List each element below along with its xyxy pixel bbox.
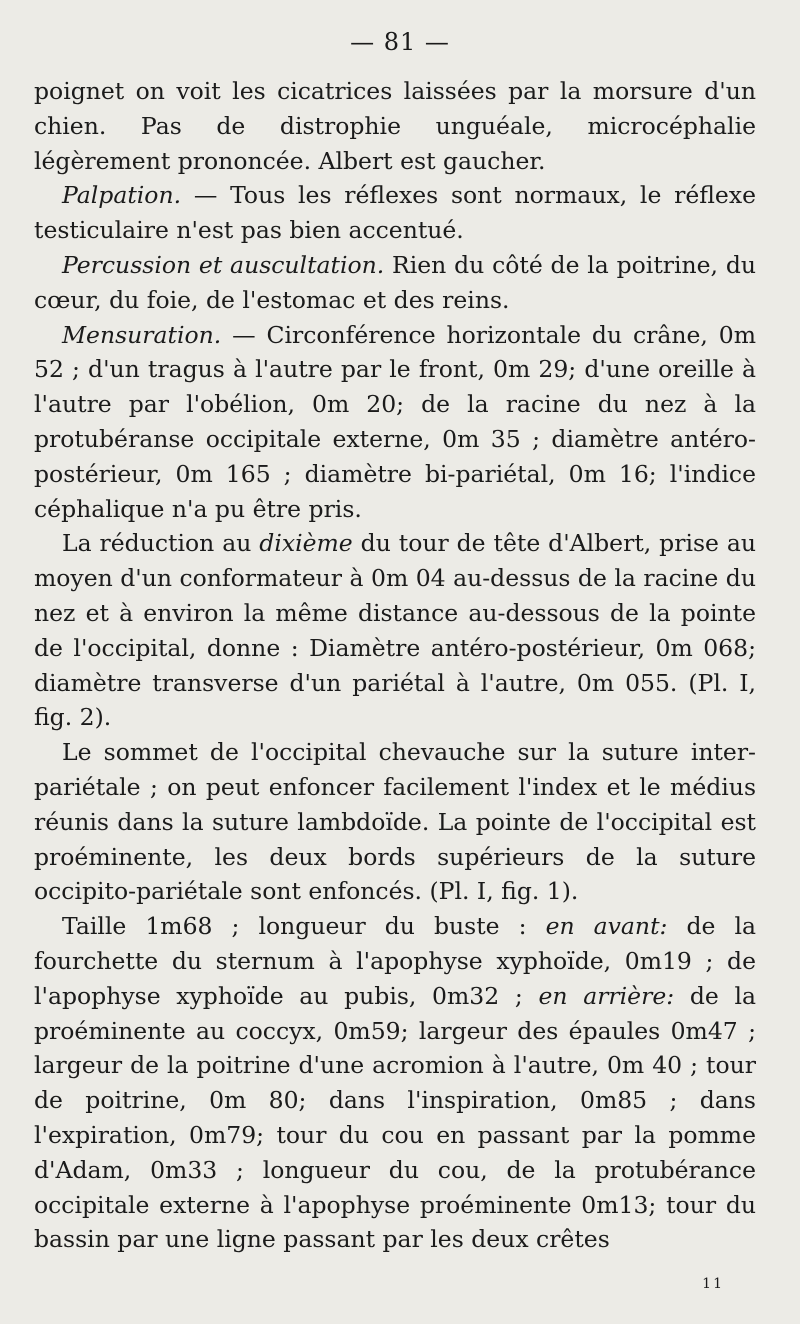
page-number: — 81 — — [350, 28, 450, 56]
paragraph-text: — Tous les réflexes sont normaux, le réflexe testiculaire n'est pas bien accentué. — [34, 181, 756, 245]
section-label-palpation: Palpation. — [62, 181, 182, 210]
paragraph-text: de la fourchette du sternum à l'apophyse xyphoïde, 0m19 ; de l'apophyse xyphoïde au pubis, 0m32 ; — [34, 912, 756, 1010]
section-label-percussion: Percussion et auscultation. — [62, 250, 385, 279]
paragraph-mensuration — [34, 318, 756, 527]
body-text — [34, 74, 756, 1257]
paragraph-text: Rien du côté de la poitrine, du cœur, du foie, de l'estomac et des reins. — [34, 250, 756, 314]
paragraph-text: de la proéminente au coccyx, 0m59; largeur des épaules 0m47 ; largeur de la poitrine d'une acromion à l'autre, 0m 40 ; tour de poitrine, 0m 80; dans l'inspiration, 0m85 ; dans l'expiration, 0m79; tour du cou en passant par la pomme d'Adam, 0m33 ; longueur du cou, de la protubérance occipitale externe à l'apophyse proéminente 0m13; tour du bassin par une ligne passant par les deux crêtes — [34, 981, 756, 1254]
paragraph-text: Taille 1m68 ; longueur du buste : — [62, 912, 546, 941]
paragraph-palpation — [34, 178, 756, 248]
emphasis-en-arriere: en arrière: — [538, 981, 675, 1010]
emphasis-en-avant: en avant: — [545, 912, 668, 941]
paragraph-text: du tour de tête d'Albert, prise au moyen d'un conformateur à 0m 04 au-dessus de la racine du nez et à environ la même distance au-dessous de la pointe de l'occipital, donne : Diamètre antéro-postérieur, 0m 068; diamètre transverse d'un pariétal à l'autre, 0m 055. (Pl. I, fig. 2). — [34, 529, 756, 732]
paragraph-text: La réduction au — [62, 529, 260, 558]
paragraph-reduction — [34, 526, 756, 735]
paragraph-taille — [34, 909, 756, 1257]
paragraph-text: — Circonférence horizontale du crâne, 0m 52 ; d'un tragus à l'autre par le front, 0m 29; d'une oreille à l'autre par l'obélion, 0m 20; de la racine du nez à la protubéranse occipitale externe, 0m 35 ; diamètre antéro-postérieur, 0m 165 ; diamètre bi-pariétal, 0m 16; l'indice céphalique n'a pu être pris. — [34, 320, 756, 523]
paragraph-1: poignet on voit les cicatrices laissées par la morsure d'un chien. Pas de distrophie unguéale, microcéphalie légèrement prononcée. Albert est gaucher. — [34, 77, 756, 175]
emphasis-dixieme: dixième — [259, 529, 353, 558]
section-label-mensuration: Mensuration. — [62, 320, 222, 349]
paragraph-occipital: Le sommet de l'occipital chevauche sur la suture inter-pariétale ; on peut enfoncer facilement l'index et le médius réunis dans la suture lambdoïde. La pointe de l'occipital est proéminente, les deux bords supérieurs de la suture occipito-pariétale sont enfoncés. (Pl. I, fig. 1). — [34, 738, 756, 906]
signature-mark: 11 — [702, 1276, 724, 1292]
paragraph-percussion — [34, 248, 756, 318]
